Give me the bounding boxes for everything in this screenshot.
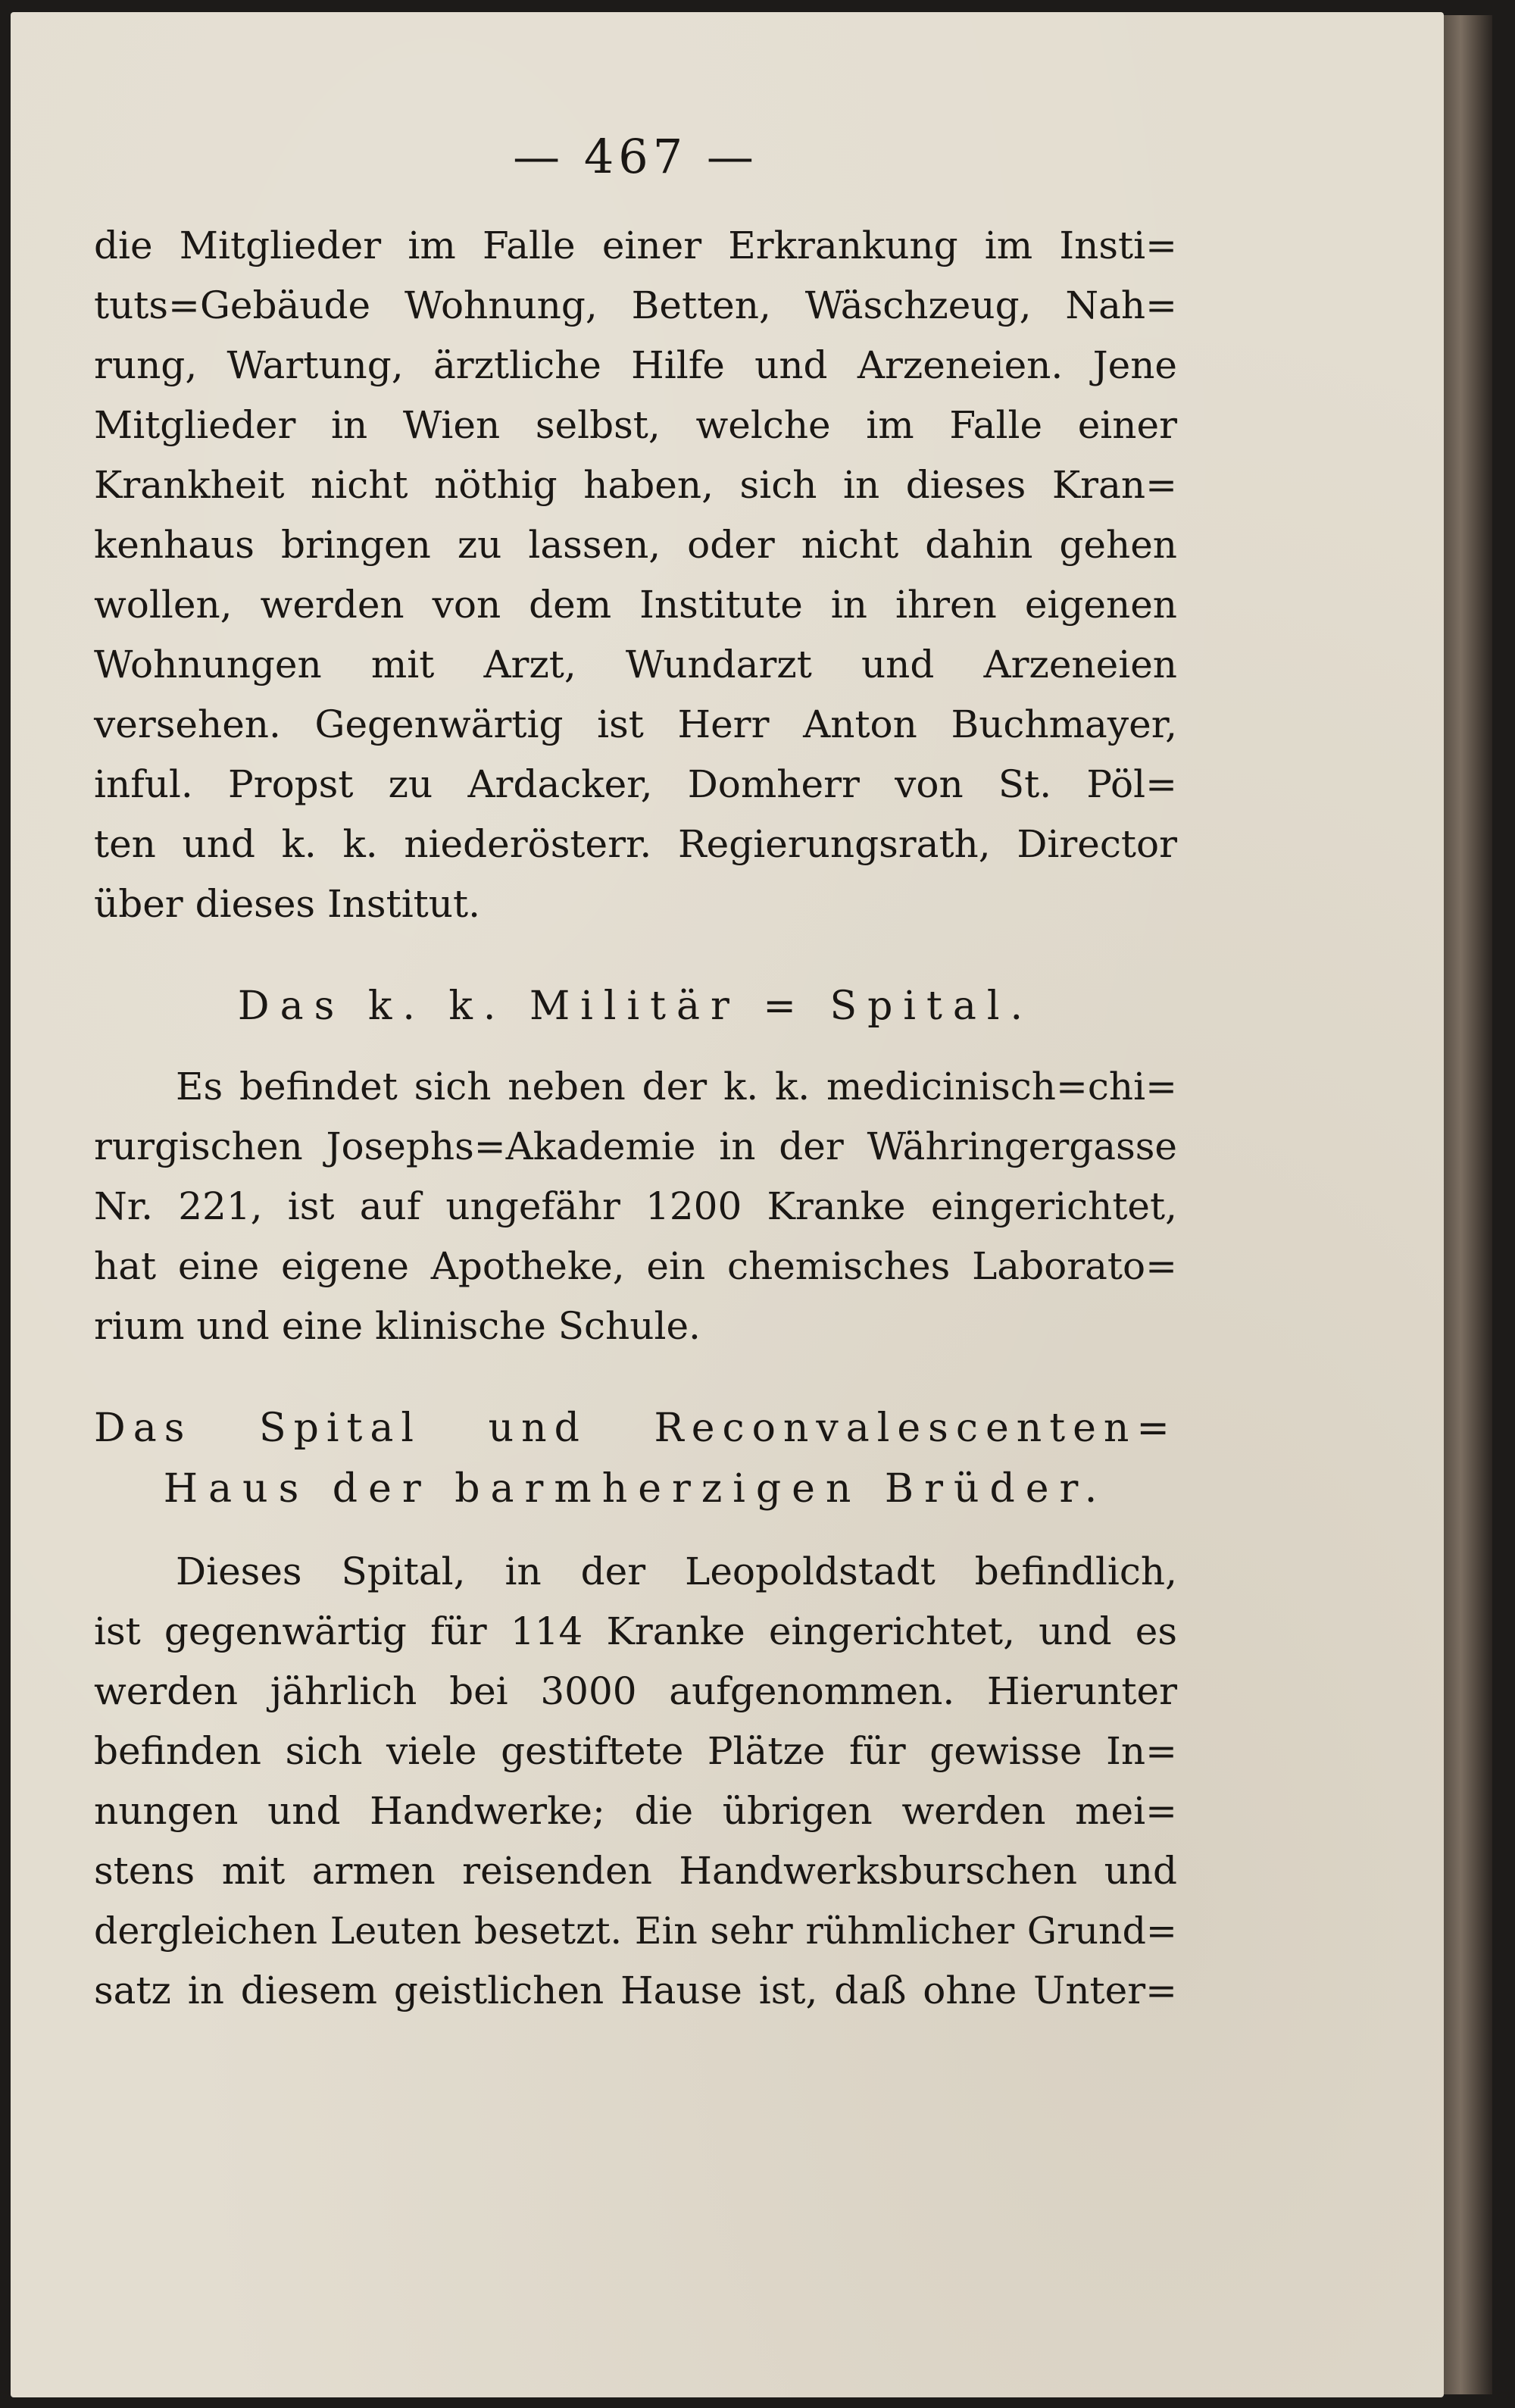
text-line: inful. Propst zu Ardacker, Domherr von St. Pöl= [94, 762, 1177, 806]
paragraph-1 [94, 216, 1177, 934]
text-line: hat eine eigene Apotheke, ein chemisches Laborato= [94, 1244, 1177, 1288]
paragraph-3 [94, 1542, 1177, 2021]
text-line: dergleichen Leuten besetzt. Ein sehr rühmlicher Grund= [94, 1909, 1177, 1953]
section-heading-brothers-hospital-line-2: Haus der barmherzigen Brüder. [163, 1466, 1108, 1512]
text-line: über dieses Institut. [94, 882, 480, 926]
text-line: stens mit armen reisenden Handwerksburschen und [94, 1849, 1177, 1893]
text-line: Mitglieder in Wien selbst, welche im Falle einer [94, 403, 1177, 447]
text-line: Krankheit nicht nöthig haben, sich in dieses Kran= [94, 463, 1177, 507]
section-heading-military-hospital: Das k. k. Militär = Spital. [237, 984, 1034, 1029]
text-line: Nr. 221, ist auf ungefähr 1200 Kranke eingerichtet, [94, 1184, 1177, 1228]
text-line: rung, Wartung, ärztliche Hilfe und Arzeneien. Jene [94, 343, 1177, 387]
paragraph-2 [94, 1057, 1177, 1356]
text-line: satz in diesem geistlichen Hause ist, daß ohne Unter= [94, 1969, 1177, 2012]
text-line: nungen und Handwerke; die übrigen werden mei= [94, 1789, 1177, 1833]
text-line: Dieses Spital, in der Leopoldstadt befindlich, [176, 1550, 1177, 1593]
page-number: — 467 — [513, 129, 758, 184]
text-line: Wohnungen mit Arzt, Wundarzt und Arzeneien [94, 643, 1177, 686]
text-line: rurgischen Josephs=Akademie in der Währingergasse [94, 1124, 1177, 1168]
text-line: kenhaus bringen zu lassen, oder nicht dahin gehen [94, 523, 1177, 567]
text-line: ten und k. k. niederösterr. Regierungsrath, Director [94, 822, 1177, 866]
text-line: wollen, werden von dem Institute in ihren eigenen [94, 583, 1177, 627]
section-heading-brothers-hospital-line-1: Das Spital und Reconvalescenten= [94, 1406, 1177, 1451]
text-line: werden jährlich bei 3000 aufgenommen. Hierunter [94, 1669, 1177, 1713]
text-line: versehen. Gegenwärtig ist Herr Anton Buchmayer, [94, 702, 1177, 746]
text-line: ist gegenwärtig für 114 Kranke eingerichtet, und es [94, 1609, 1177, 1653]
page-edge [1444, 15, 1492, 2394]
text-line: rium und eine klinische Schule. [94, 1304, 701, 1348]
text-line: befinden sich viele gestiftete Plätze für gewisse In= [94, 1729, 1177, 1773]
text-line: die Mitglieder im Falle einer Erkrankung im Insti= [94, 224, 1177, 267]
text-line: Es befindet sich neben der k. k. medicinisch=chi= [176, 1065, 1177, 1109]
text-line: tuts=Gebäude Wohnung, Betten, Wäschzeug, Nah= [94, 283, 1177, 327]
